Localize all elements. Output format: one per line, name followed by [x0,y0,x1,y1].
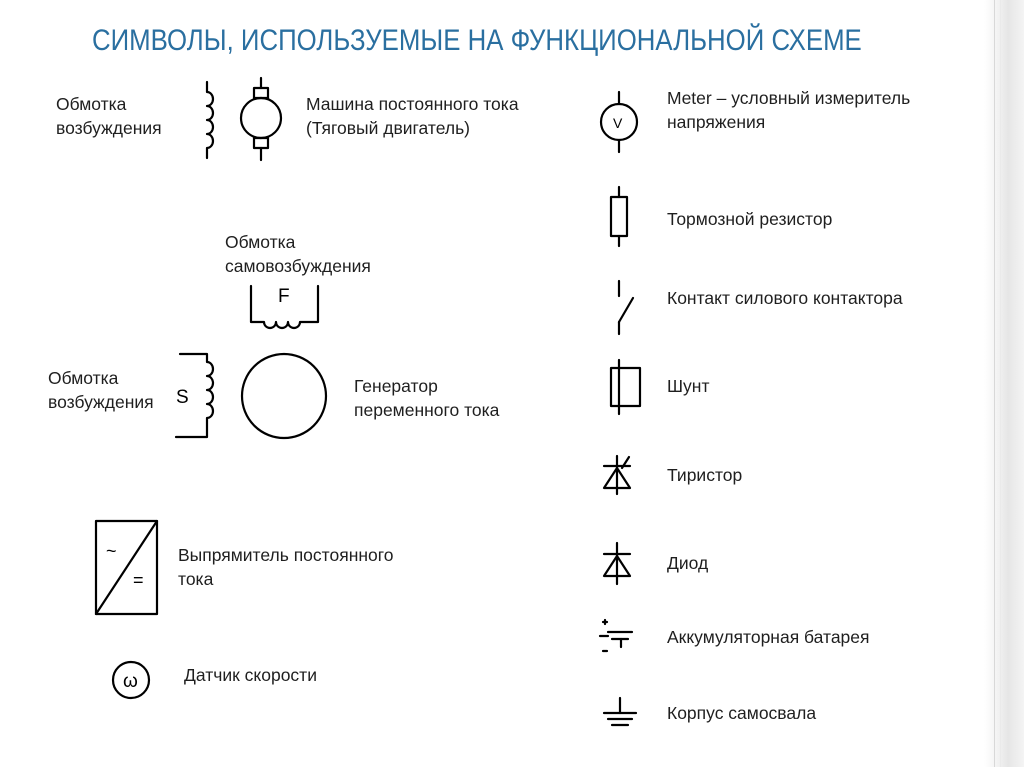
field-winding-2-label-line1: Обмотка [48,368,119,388]
field-winding-1-label-line1: Обмотка [56,94,127,114]
self-excitation-label-line2: самовозбуждения [225,256,371,276]
dc-machine-label-line2: (Тяговый двигатель) [306,118,471,138]
field-winding-1-label-line2: возбуждения [56,118,162,138]
shunt-label: Шунт [667,376,710,396]
rectifier-symbol [96,521,157,614]
slide-title: СИМВОЛЫ, ИСПОЛЬЗУЕМЫЕ НА ФУНКЦИОНАЛЬНОЙ СХЕМЕ [92,24,862,57]
ac-generator-label-line2: переменного тока [354,400,500,420]
dc-machine-label-line1: Машина постоянного тока [306,94,519,114]
chassis-label: Корпус самосвала [667,703,817,723]
chassis-ground-symbol [604,698,636,725]
brake-resistor-label: Тормозной резистор [667,209,833,229]
contactor-label: Контакт силового контактора [667,288,903,308]
ac-generator-label-line1: Генератор [354,376,438,396]
meter-label-line2: напряжения [667,112,766,132]
thyristor-symbol [604,456,630,494]
battery-label: Аккумуляторная батарея [667,627,870,647]
self-excitation-glyph: F [278,286,290,307]
field-winding-2-glyph: S [176,387,189,408]
shunt-symbol [611,360,640,414]
self-excitation-symbol [251,286,318,328]
meter-glyph: V [613,115,623,131]
contactor-symbol [619,281,633,334]
diode-symbol [604,543,630,584]
speed-sensor-symbol [113,662,149,698]
self-excitation-label-line1: Обмотка [225,232,296,252]
thyristor-label: Тиристор [667,465,743,485]
ac-generator-symbol [242,354,326,438]
diode-label: Диод [667,553,709,573]
brake-resistor-symbol [611,187,627,246]
rectifier-label-line2: тока [178,569,214,589]
field-winding-2-symbol [176,354,213,437]
field-winding-2-label-line2: возбуждения [48,392,154,412]
speed-sensor-glyph: ω [123,671,138,692]
rectifier-glyph-ac: ~ [106,541,117,561]
field-winding-1-symbol [207,82,213,158]
dc-machine-symbol [241,78,281,160]
meter-label-line1: Meter – условный измеритель [667,88,911,108]
battery-symbol [600,620,632,651]
rectifier-glyph-dc: = [133,570,144,590]
meter-symbol [601,92,637,152]
rectifier-label-line1: Выпрямитель постоянного [178,545,394,565]
speed-sensor-label: Датчик скорости [184,665,317,685]
